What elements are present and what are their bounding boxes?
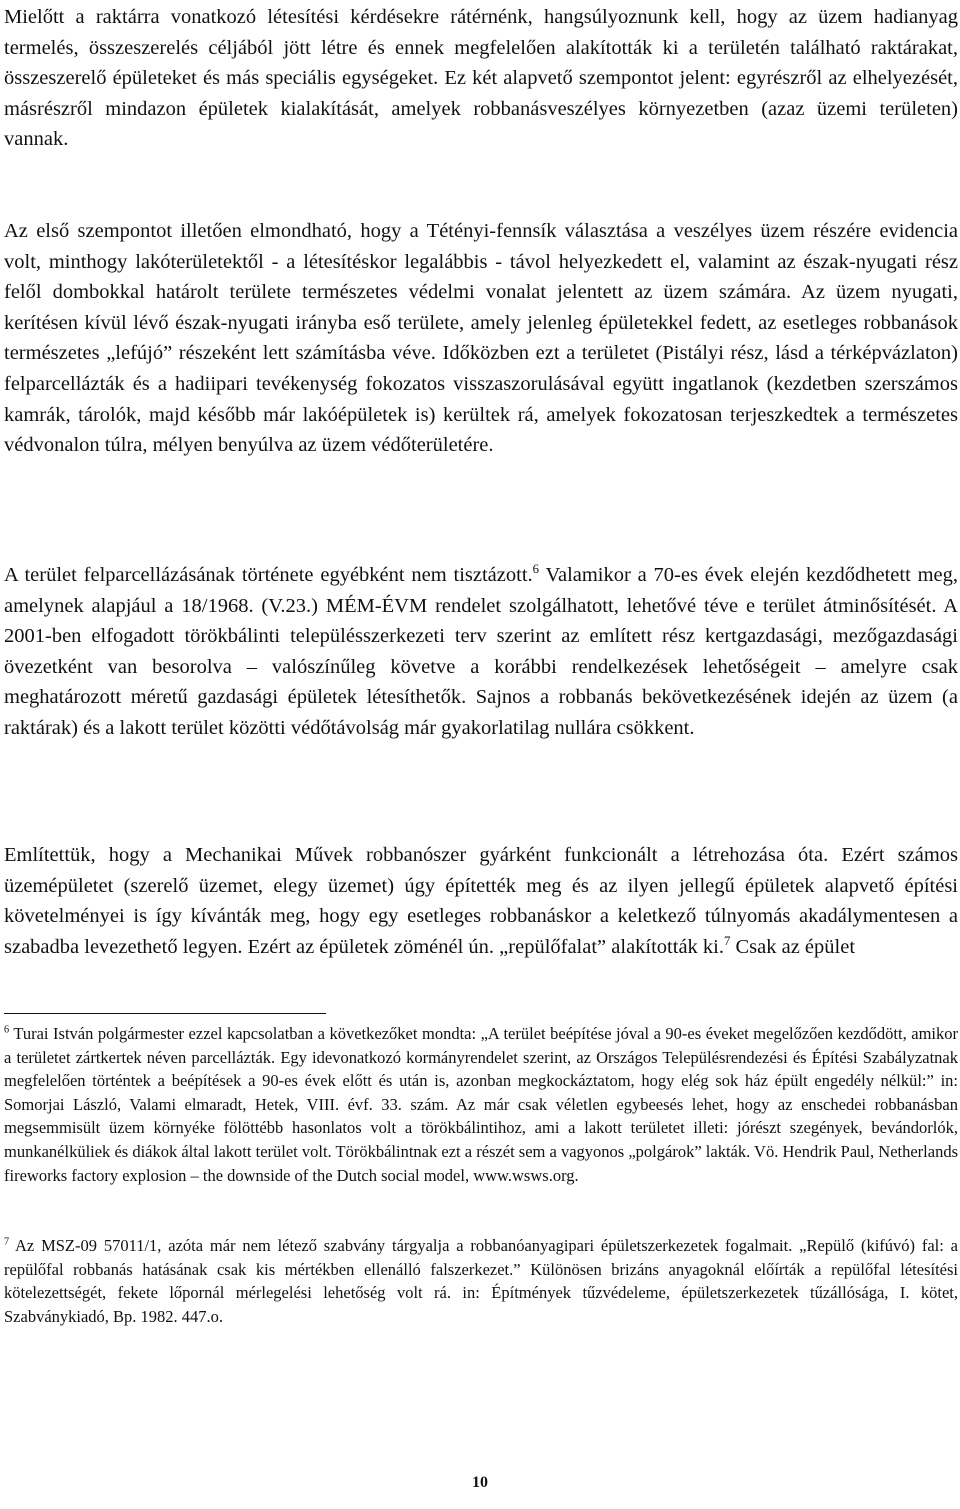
paragraph-4-text-a: Említettük, hogy a Mechanikai Művek robbanószer gyárként funkcionált a létrehozása óta. Ezért számos üzemépületet (szerelő üzemet, elegy üzemet) úgy építették meg és az ilyen jellegű épületek alapvető építési követelményei is így kívánták meg, hogy egy esetleges robbanáskor a keletkező túlnyomás akadálymentesen a szabadba levezethető legyen. Ezért az épületek zöménél ún. „repülőfalat” alakították ki.: [4, 844, 958, 958]
paragraph-3: [4, 560, 958, 744]
footnote-6-mark: 6: [4, 1024, 10, 1036]
paragraph-4-text-b: Csak az épület: [730, 935, 856, 958]
footnote-7: [4, 1234, 958, 1328]
paragraph-1: [4, 2, 958, 155]
footnote-6-text: Turai István polgármester ezzel kapcsolatban a következőket mondta: „A terület beépítése jóval a 90-es éveket megelőzően kezdődött, amikor a területet zártkertek néven parcellázták. Egy idevonatkozó kormányrendelet szerint, az Országos Településrendezési és Építési Szabályzatnak megfelelően történtek a beépítések a 90-es évek előtt és után is, azonban megkockáztatom, hogy elég sok ház épült engedély nélkül:” in: Somorjai László, Valami elmaradt, Hetek, VIII. évf. 33. szám. Az már csak véletlen egybeesés lehet, hogy az enschedei robbanásban megsemmisült üzem környéke fölöttébb hasonlatos volt a törökbálintihoz, ami a lakott területet illeti: jórészt szegények, bevándorlók, munkanélküliek és diákok által lakott terület volt. Törökbálintnak ezt a részét sem a vagyonos „polgárok” lakták. Vö. Hendrik Paul, Netherlands fireworks factory explosion – the downside of the Dutch social model, www.wsws.org.: [4, 1024, 958, 1185]
footnote-7-text: Az MSZ-09 57011/1, azóta már nem létező szabvány tárgyalja a robbanóanyagipari épületszerkezetek fogalmait. „Repülő (kifúvó) fal: a repülőfal robbanás hatásának csak kis mértékben ellenálló falszerkezet.” Különösen brizáns anyagoknál előírták a repülőfal létesítési kötelezettségét, fekete lőpornál mérlegelési lehetőség volt rá. in: Építmények tűzvédeleme, épületszerkezetek tűzállósága, I. kötet, Szabványkiadó, Bp. 1982. 447.o.: [4, 1236, 958, 1326]
footnote-6: [4, 1022, 958, 1187]
footnote-ref-7[interactable]: 7: [724, 933, 731, 948]
paragraph-4: [4, 840, 958, 962]
paragraph-3-text-a: A terület felparcellázásának története egyébként nem tisztázott.: [4, 564, 533, 586]
paragraph-1-text: Mielőtt a raktárra vonatkozó létesítési kérdésekre rátérnénk, hangsúlyoznunk kell, hogy az üzem hadianyag termelés, összeszerelés céljából jött létre és ennek megfelelően alakították ki a területén található raktárakat, összeszerelő épületeket és más speciális egységeket. Ez két alapvető szempontot jelent: egyrészről az elhelyezését, másrészről mindazon épületek kialakítását, amelyek robbanásveszélyes környezetben (azaz üzemi területen) vannak.: [4, 6, 958, 151]
footnote-7-mark: 7: [4, 1236, 10, 1248]
footnote-ref-6[interactable]: 6: [532, 562, 539, 577]
paragraph-3-text-b: Valamikor a 70-es évek elején kezdődhetett meg, amelynek alapjául a 18/1968. (V.23.) MÉM-ÉVM rendelet szolgálhatott, lehetővé téve e terület átminősítését. A 2001-ben elfogadott törökbálinti településszerkezeti terv szerint az említett rész kertgazdasági, mezőgazdasági övezetként van besorolva – valószínűleg követve a korábbi rendelkezések lehetőségeit – amelyre csak meghatározott méretű gazdasági épületek létesíthetők. Sajnos a robbanás bekövetkezésének idején az üzem (a raktárak) és a lakott terület közötti védőtávolság már gyakorlatilag nullára csökkent.: [4, 564, 958, 739]
page-number: 10: [472, 1474, 488, 1491]
footnote-divider: [4, 1013, 326, 1014]
paragraph-2-text: Az első szempontot illetően elmondható, hogy a Tétényi-fennsík választása a veszélyes üzem részére evidencia volt, minthogy lakóterületektől - a létesítéskor legalábbis - távol helyezkedett el, valamint az észak-nyugati rész felől dombokkal határolt területe természetes védelmi vonalat jelentett az üzem számára. Az üzem nyugati, kerítésen kívül lévő észak-nyugati irányba eső területe, amely jelenleg épületekkel fedett, az esetleges robbanások természetes „lefújó” részeként lett számításba véve. Időközben ezt a területet (Pistályi rész, lásd a térképvázlaton) felparcellázták és a hadiipari tevékenység fokozatos visszaszorulásával együtt ingatlanok (kezdetben szerszámos kamrák, tárolók, majd később már lakóépületek is) kerültek rá, amelyek fokozatosan terjeszkedtek a természetes védvonalon túlra, mélyen benyúlva az üzem védőterületére.: [4, 220, 958, 457]
paragraph-2: [4, 216, 958, 461]
